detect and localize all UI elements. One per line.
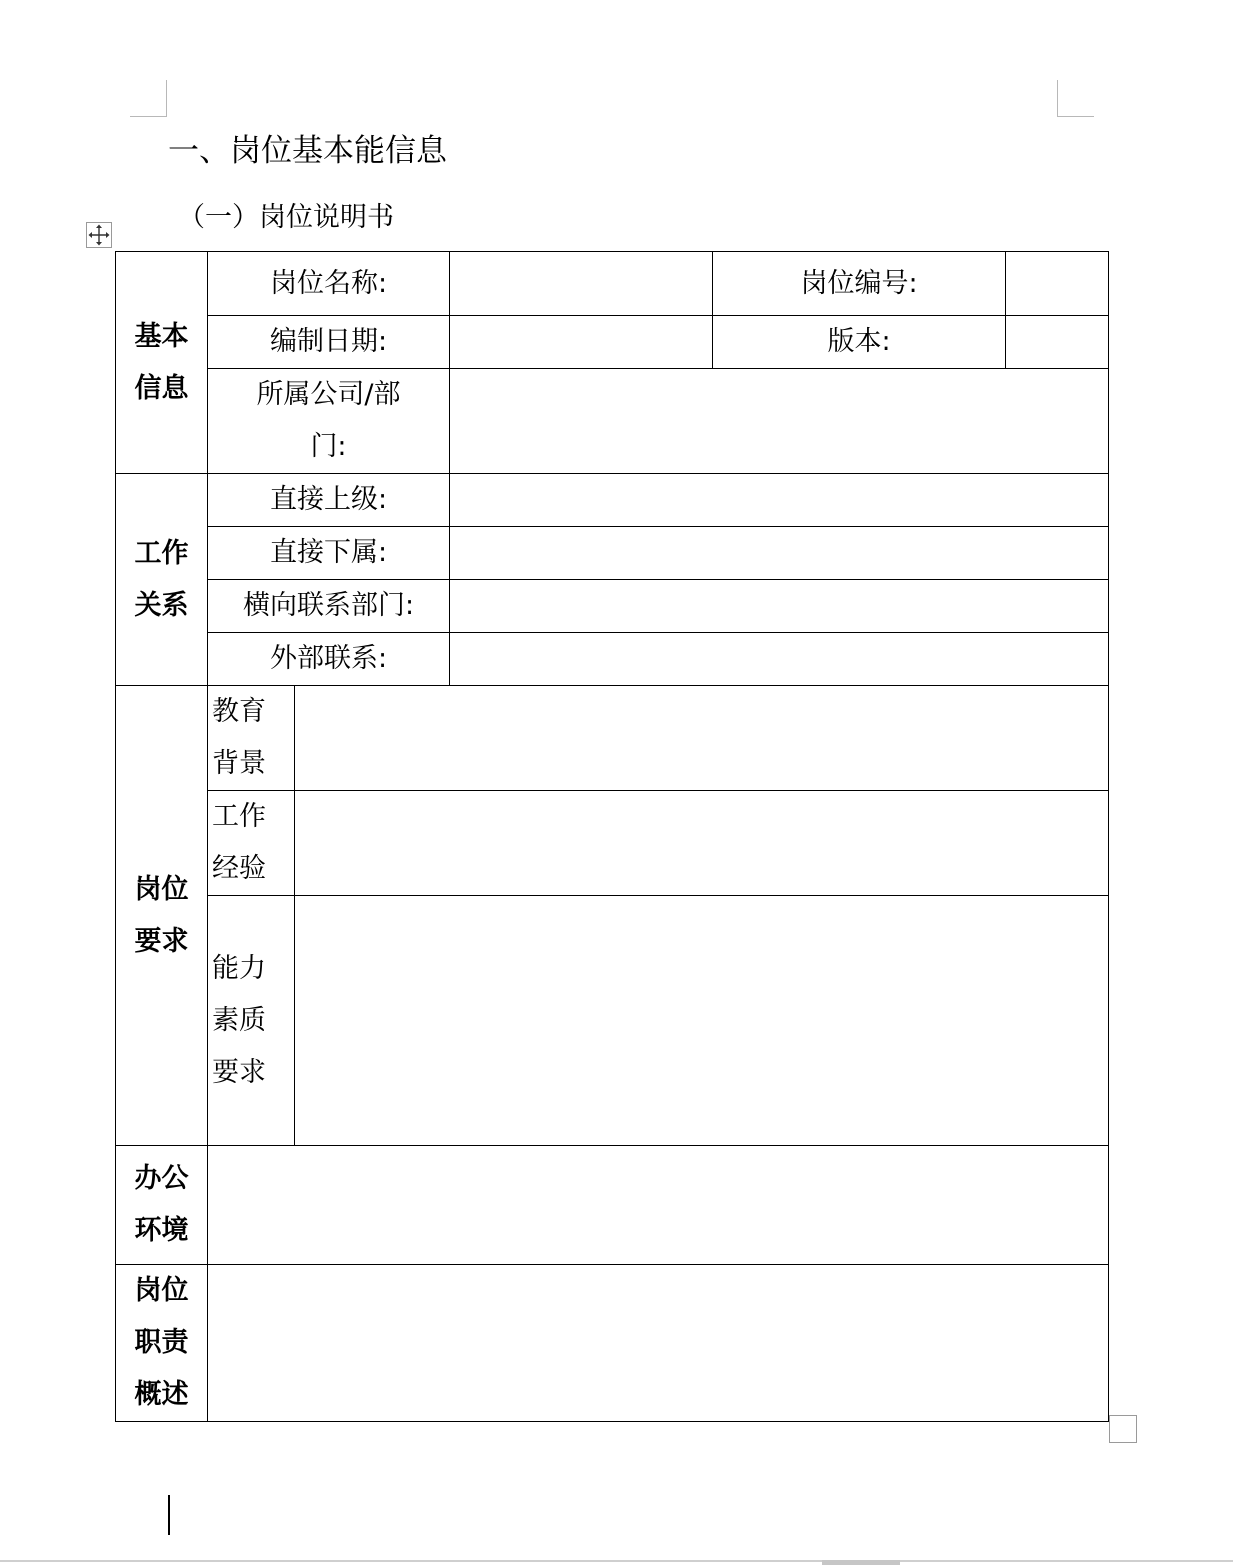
field-direct-superior[interactable] <box>450 474 1109 527</box>
resize-icon <box>1110 1416 1136 1442</box>
field-company-dept[interactable] <box>450 369 1109 474</box>
label-direct-subordinate: 直接下属: <box>208 527 450 580</box>
label-version: 版本: <box>713 316 1006 369</box>
page-bottom-edge <box>0 1560 1233 1562</box>
crop-mark-top-left <box>130 80 167 117</box>
field-external-contact[interactable] <box>450 633 1109 686</box>
field-version[interactable] <box>1006 316 1109 369</box>
table-resize-handle[interactable] <box>1109 1415 1137 1443</box>
field-direct-subordinate[interactable] <box>450 527 1109 580</box>
label-external-contact: 外部联系: <box>208 633 450 686</box>
label-company-dept: 所属公司/部门: <box>208 369 450 474</box>
label-horizontal-dept: 横向联系部门: <box>208 580 450 633</box>
field-compile-date[interactable] <box>450 316 713 369</box>
text-cursor <box>168 1495 170 1535</box>
label-education: 教育背景 <box>208 686 295 791</box>
field-duties-summary[interactable] <box>208 1265 1109 1422</box>
crop-mark-top-right <box>1057 80 1094 117</box>
group-requirements: 岗位要求 <box>116 686 208 1146</box>
field-ability[interactable] <box>295 896 1109 1146</box>
table-move-handle[interactable] <box>86 222 112 248</box>
label-direct-superior: 直接上级: <box>208 474 450 527</box>
section-heading: 一、岗位基本能信息 <box>168 133 447 169</box>
job-description-table <box>115 251 1109 1422</box>
field-education[interactable] <box>295 686 1109 791</box>
field-office-env[interactable] <box>208 1146 1109 1265</box>
move-icon <box>87 223 111 247</box>
field-position-name[interactable] <box>450 252 713 316</box>
label-position-name: 岗位名称: <box>208 252 450 316</box>
group-duties-summary: 岗位职责概述 <box>116 1265 208 1422</box>
label-experience: 工作经验 <box>208 791 295 896</box>
group-work-relations: 工作关系 <box>116 474 208 686</box>
label-compile-date: 编制日期: <box>208 316 450 369</box>
subsection-heading: （一）岗位说明书 <box>178 202 394 233</box>
group-office-env: 办公环境 <box>116 1146 208 1265</box>
field-experience[interactable] <box>295 791 1109 896</box>
label-position-code: 岗位编号: <box>713 252 1006 316</box>
label-ability: 能力素质要求 <box>208 896 295 1146</box>
field-position-code[interactable] <box>1006 252 1109 316</box>
group-basic-info: 基本信息 <box>116 252 208 474</box>
field-horizontal-dept[interactable] <box>450 580 1109 633</box>
scroll-indicator[interactable] <box>822 1560 900 1565</box>
